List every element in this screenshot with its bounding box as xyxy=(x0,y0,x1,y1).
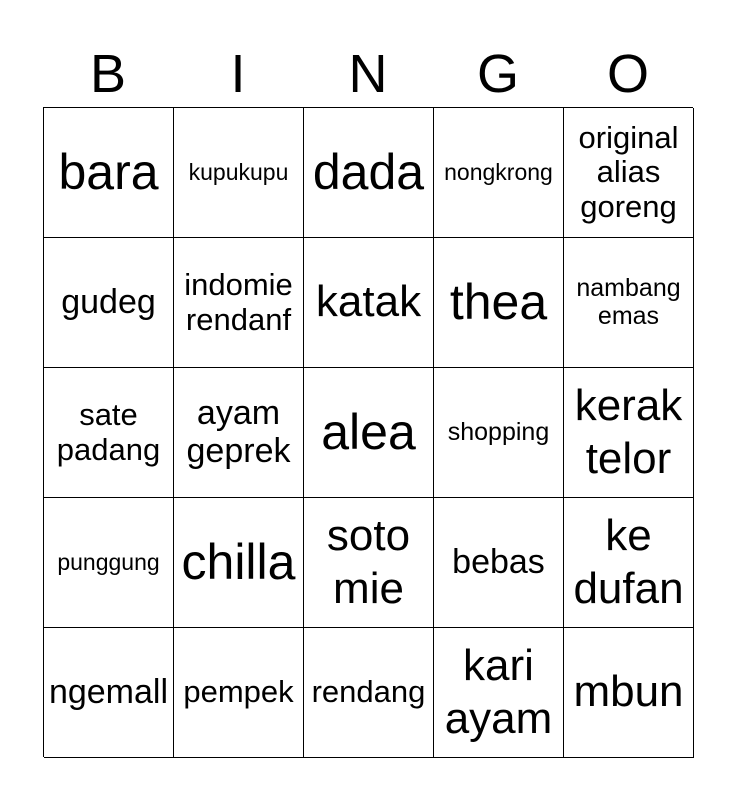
cell-text: punggung xyxy=(57,548,160,575)
header-letter-i: I xyxy=(230,44,246,104)
bingo-cell[interactable] xyxy=(304,368,434,498)
header-letter-n: N xyxy=(348,44,388,104)
bingo-cell[interactable] xyxy=(304,498,434,628)
bingo-cell[interactable] xyxy=(434,498,564,628)
bingo-cell[interactable] xyxy=(564,108,694,238)
cell-text: mbun xyxy=(573,667,684,717)
bingo-cell[interactable] xyxy=(434,238,564,368)
bingo-cell[interactable] xyxy=(564,368,694,498)
bingo-cell[interactable] xyxy=(564,498,694,628)
bingo-cell[interactable] xyxy=(304,628,434,758)
bingo-cell[interactable] xyxy=(44,498,174,628)
cell-text: katak xyxy=(315,277,422,327)
bingo-cell[interactable] xyxy=(174,368,304,498)
bingo-cell[interactable] xyxy=(564,628,694,758)
cell-text: shopping xyxy=(447,417,550,446)
header-letter-b: B xyxy=(89,44,127,104)
cell-text: dada xyxy=(312,144,425,200)
bingo-cell[interactable] xyxy=(44,238,174,368)
cell-text: gudeg xyxy=(61,282,156,321)
cell-text: soto mie xyxy=(326,510,411,613)
bingo-board xyxy=(43,107,693,757)
bingo-cell[interactable] xyxy=(44,628,174,758)
header-letter-g: G xyxy=(476,44,519,104)
cell-text: thea xyxy=(449,274,548,330)
cell-text: nongkrong xyxy=(444,158,553,185)
cell-text: kari ayam xyxy=(444,640,553,743)
bingo-cell[interactable] xyxy=(44,368,174,498)
cell-text: ke dufan xyxy=(573,510,684,613)
cell-text: bara xyxy=(58,144,159,200)
cell-text: original alias goreng xyxy=(578,120,679,224)
cell-text: chilla xyxy=(181,534,296,590)
bingo-header xyxy=(43,40,693,108)
cell-text: pempek xyxy=(183,674,294,710)
cell-text: rendang xyxy=(311,674,426,710)
cell-text: alea xyxy=(321,404,416,460)
bingo-cell[interactable] xyxy=(434,108,564,238)
bingo-cell[interactable] xyxy=(434,368,564,498)
cell-text: ayam geprek xyxy=(186,394,291,470)
cell-text: kupukupu xyxy=(188,158,289,185)
cell-text: ngemall xyxy=(48,672,169,711)
bingo-cell[interactable] xyxy=(174,498,304,628)
header-letter-o: O xyxy=(606,44,649,104)
bingo-cell[interactable] xyxy=(304,108,434,238)
bingo-cell[interactable] xyxy=(564,238,694,368)
bingo-cell[interactable] xyxy=(304,238,434,368)
bingo-cell[interactable] xyxy=(44,108,174,238)
bingo-cell[interactable] xyxy=(174,108,304,238)
bingo-cell[interactable] xyxy=(434,628,564,758)
bingo-cell[interactable] xyxy=(174,628,304,758)
cell-text: kerak telor xyxy=(574,380,683,483)
cell-text: bebas xyxy=(452,542,545,581)
bingo-cell[interactable] xyxy=(174,238,304,368)
cell-text: sate padang xyxy=(56,397,161,467)
cell-text: nambang emas xyxy=(576,274,681,330)
cell-text: indomie rendanf xyxy=(184,267,293,337)
